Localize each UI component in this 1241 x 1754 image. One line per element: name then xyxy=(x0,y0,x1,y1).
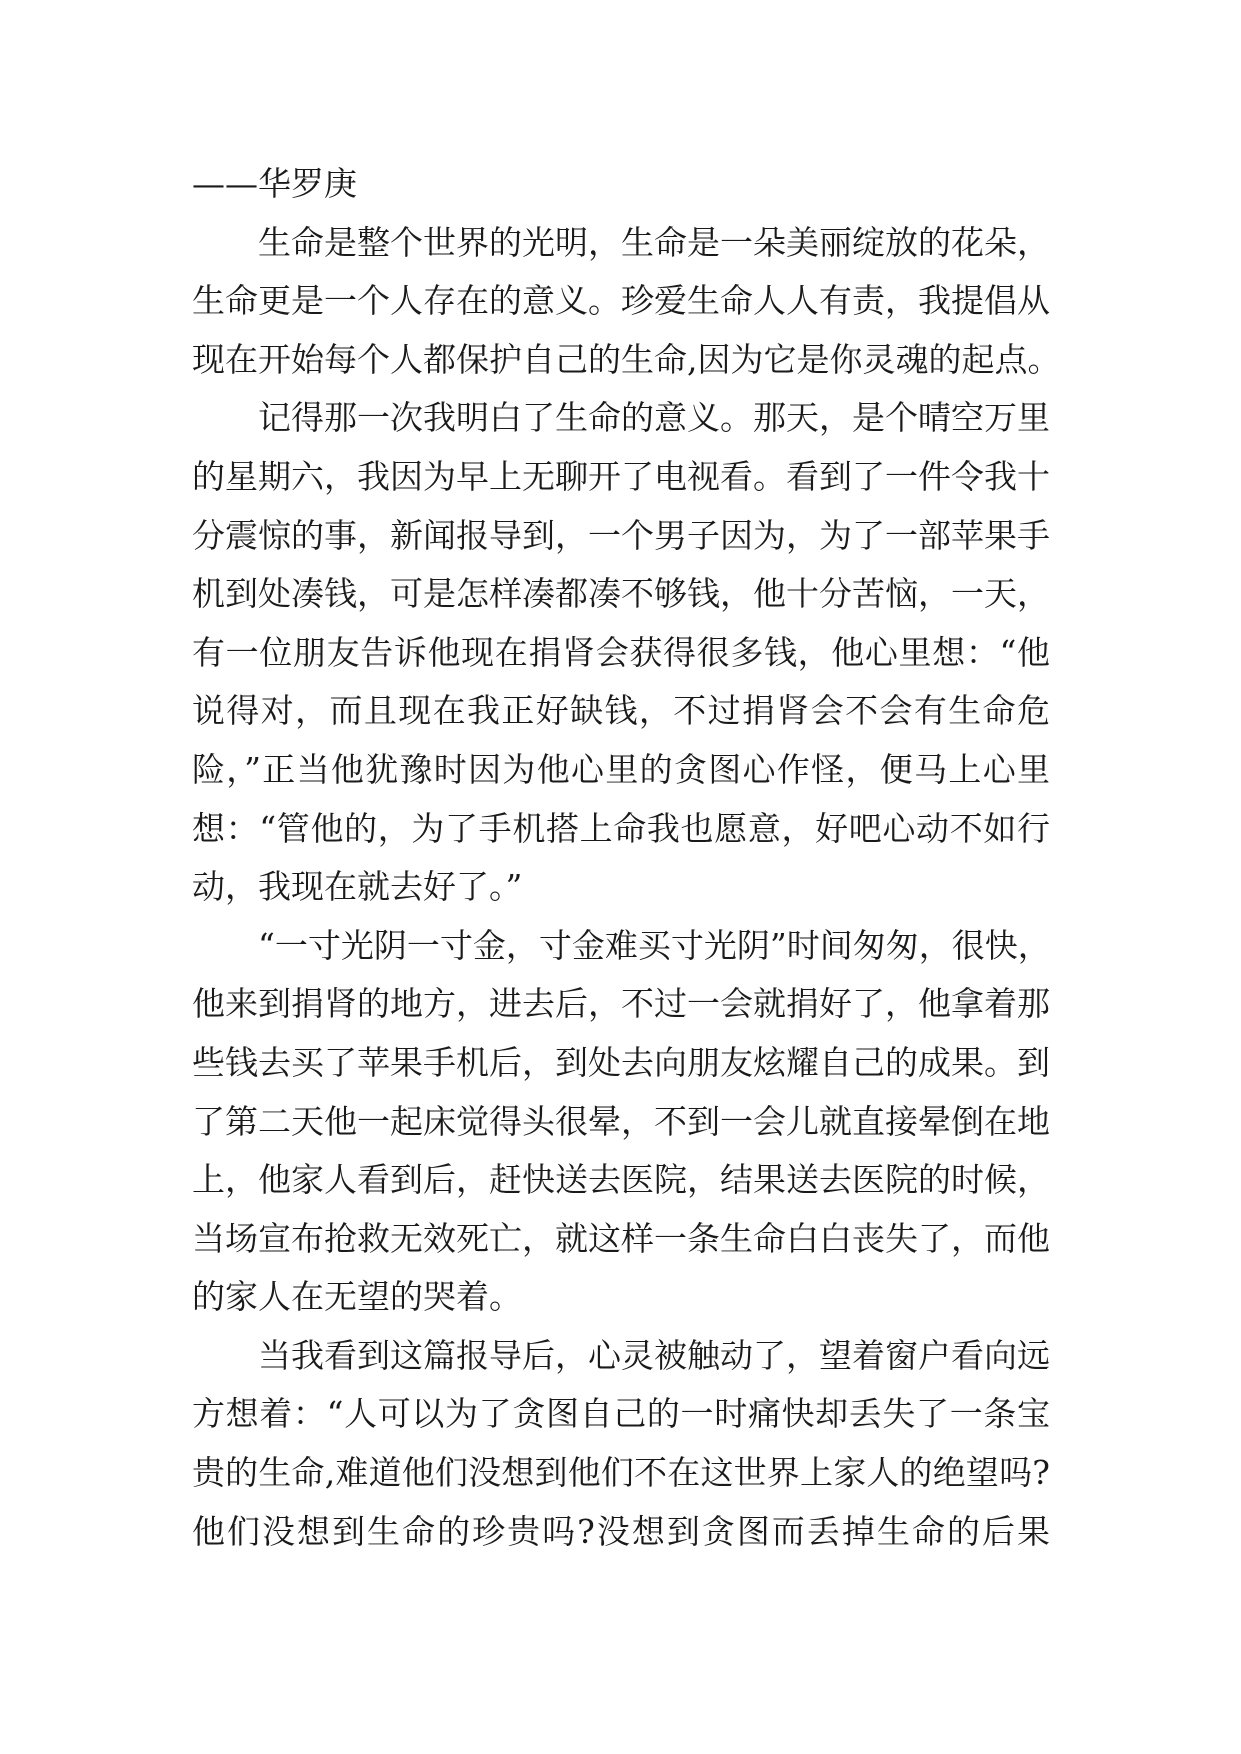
paragraph-3-line-4: 了第二天他一起床觉得头很晕，不到一会儿就直接晕倒在地 xyxy=(192,1101,1050,1141)
paragraph-2-line-8: 想：“管他的，为了手机搭上命我也愿意，好吧心动不如行 xyxy=(192,808,1050,848)
paragraph-2-line-6: 说得对，而且现在我正好缺钱，不过捐肾会不会有生命危 xyxy=(192,691,1050,731)
paragraph-2-line-9: 动，我现在就去好了。” xyxy=(192,867,523,907)
paragraph-4-line-2: 方想着：“人可以为了贪图自己的一时痛快却丢失了一条宝 xyxy=(192,1394,1050,1434)
paragraph-4-line-3: 贵的生命,难道他们没想到他们不在这世界上家人的绝望吗? xyxy=(192,1453,1050,1493)
paragraph-3-line-6: 当场宣布抢救无效死亡，就这样一条生命白白丧失了，而他 xyxy=(192,1218,1050,1258)
paragraph-3-line-2: 他来到捐肾的地方，进去后，不过一会就捐好了，他拿着那 xyxy=(192,984,1050,1024)
paragraph-3-line-3: 些钱去买了苹果手机后，到处去向朋友炫耀自己的成果。到 xyxy=(192,1042,1050,1082)
paragraph-2-line-1: 记得那一次我明白了生命的意义。那天，是个晴空万里 xyxy=(258,398,1050,438)
paragraph-2-line-5: 有一位朋友告诉他现在捐肾会获得很多钱，他心里想：“他 xyxy=(192,632,1050,672)
essay-body xyxy=(192,155,1061,1561)
paragraph-2-line-3: 分震惊的事，新闻报导到，一个男子因为，为了一部苹果手 xyxy=(192,515,1050,555)
paragraph-3-line-1: “一寸光阴一寸金，寸金难买寸光阴”时间匆匆，很快， xyxy=(258,925,1051,965)
paragraph-1-line-2: 生命更是一个人存在的意义。珍爱生命人人有责，我提倡从 xyxy=(192,281,1050,321)
author-attribution: ——华罗庚 xyxy=(192,164,357,203)
paragraph-2-line-2: 的星期六，我因为早上无聊开了电视看。看到了一件令我十 xyxy=(192,456,1050,496)
paragraph-3-line-7: 的家人在无望的哭着。 xyxy=(192,1277,522,1317)
paragraph-1-line-1: 生命是整个世界的光明，生命是一朵美丽绽放的花朵， xyxy=(258,222,1050,262)
paragraph-1-line-3: 现在开始每个人都保护自己的生命,因为它是你灵魂的起点。 xyxy=(192,339,1061,379)
paragraph-2-line-7: 险，”正当他犹豫时因为他心里的贪图心作怪，便马上心里 xyxy=(192,749,1050,789)
paragraph-4-line-1: 当我看到这篇报导后，心灵被触动了，望着窗户看向远 xyxy=(258,1335,1050,1375)
paragraph-4-line-4: 他们没想到生命的珍贵吗?没想到贪图而丢掉生命的后果 xyxy=(192,1511,1050,1551)
paragraph-2-line-4: 机到处凑钱，可是怎样凑都凑不够钱，他十分苦恼，一天， xyxy=(192,574,1050,614)
paragraph-3-line-5: 上，他家人看到后，赶快送去医院，结果送去医院的时候， xyxy=(192,1160,1050,1200)
